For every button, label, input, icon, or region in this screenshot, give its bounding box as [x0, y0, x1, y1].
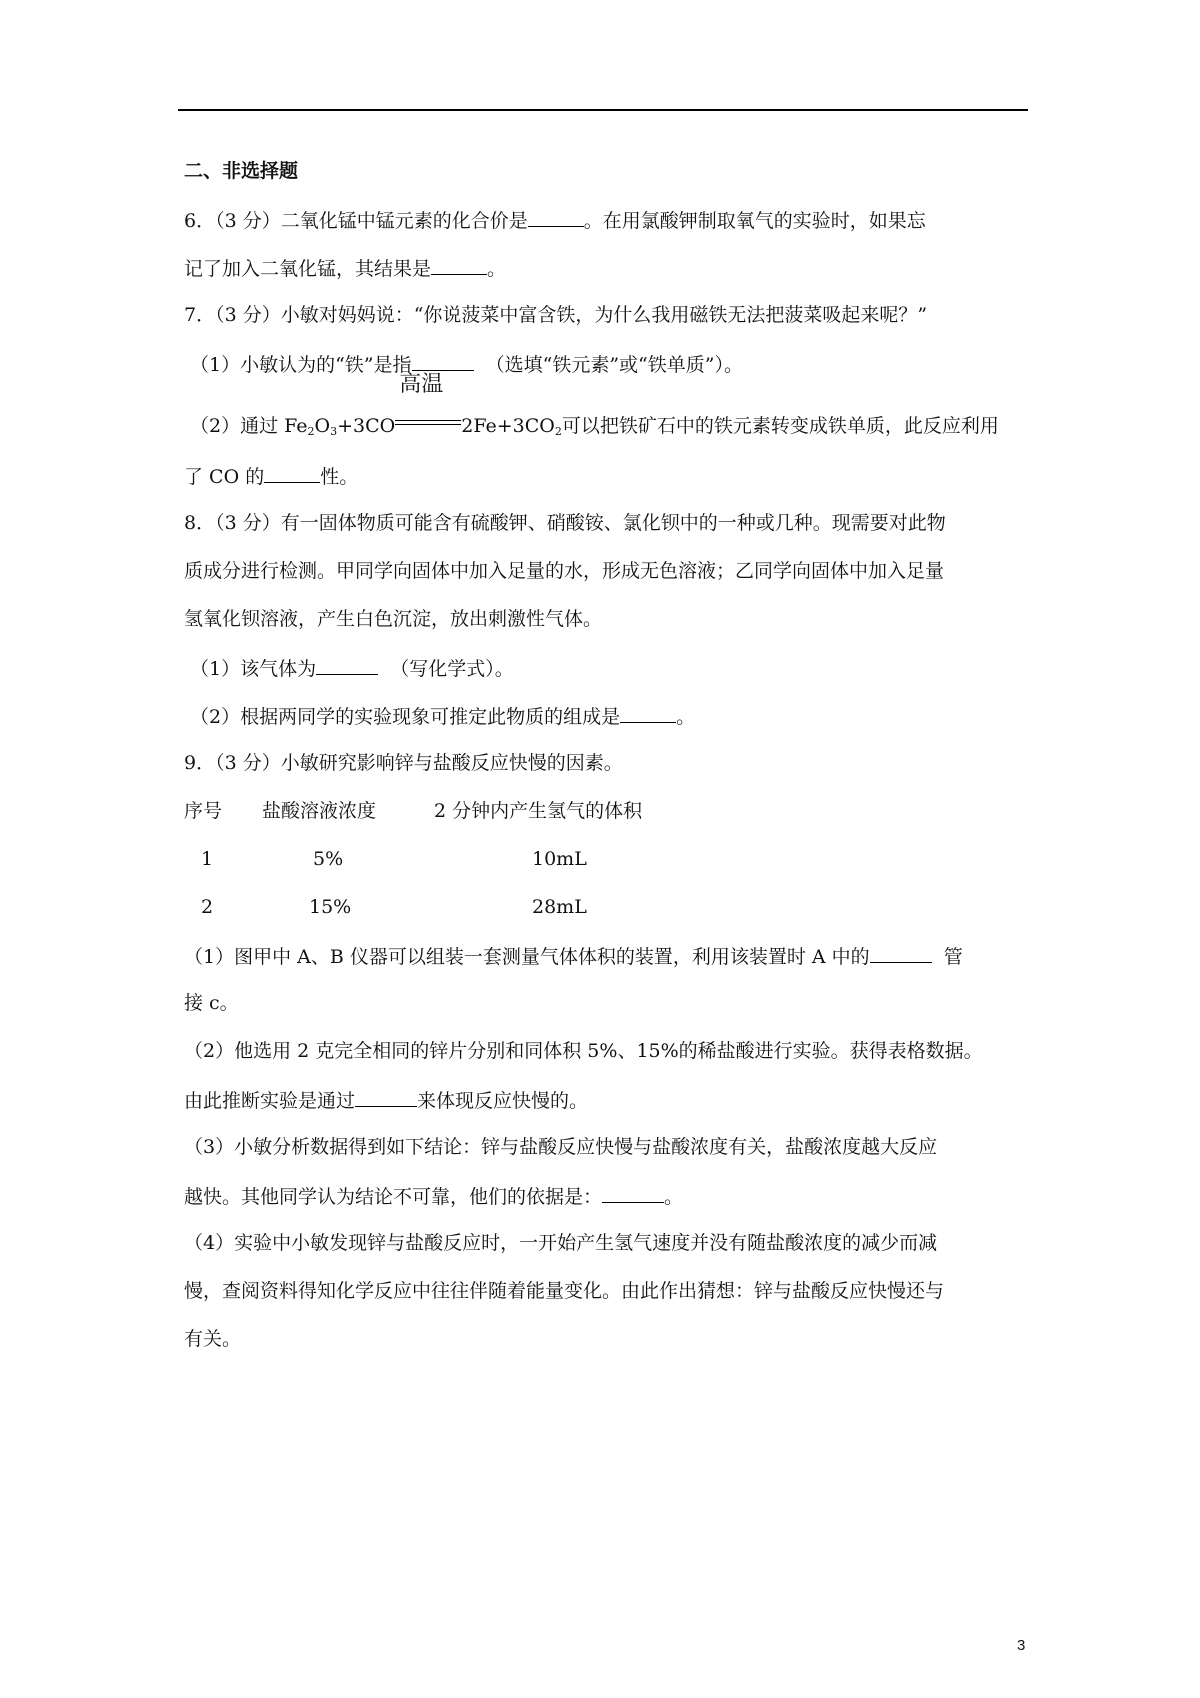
q8-p1-text-b: （写化学式）。 — [390, 658, 514, 680]
table-row-1-volume: 10mL — [532, 848, 587, 870]
q8-line-1: 8．（3 分）有一固体物质可能含有硫酸钾、硝酸铵、氯化钡中的一种或几种。现需要对此物 — [184, 512, 946, 534]
q6-line-2 — [184, 254, 506, 282]
q9-p2-text-c: 来体现反应快慢的。 — [417, 1090, 589, 1112]
q7-p2-text-d: 性。 — [320, 466, 359, 488]
q9-part-4-line-2: 慢，查阅资料得知化学反应中往往伴随着能量变化。由此作出猜想：锌与盐酸反应快慢还与 — [184, 1280, 945, 1302]
q9-blank-2 — [355, 1086, 417, 1107]
table-row-2-volume: 28mL — [532, 896, 587, 918]
q9-blank-1 — [870, 942, 932, 963]
q9-p2-text-b: 由此推断实验是通过 — [184, 1090, 356, 1112]
q9-part-4-line-3: 有关。 — [184, 1328, 242, 1350]
q7-p2-text-c: 了 CO 的 — [184, 466, 265, 488]
table-row-2-concentration: 15% — [309, 896, 352, 918]
q6-text-c: 记了加入二氧化锰，其结果是 — [184, 258, 432, 280]
q7-part-2 — [190, 372, 999, 445]
reaction-equals-sign — [395, 372, 461, 432]
q9-part-1 — [184, 942, 963, 970]
q8-part-1 — [190, 654, 514, 682]
q6-text-a: 6．（3 分）二氧化锰中锰元素的化合价是 — [184, 210, 528, 232]
q6-text-b: 。在用氯酸钾制取氧气的实验时，如果忘 — [583, 210, 926, 232]
header-rule — [178, 109, 1028, 111]
q7-p2-mid-3: 2Fe+3CO — [461, 415, 555, 437]
page-number: 3 — [1017, 1637, 1026, 1654]
q9-part-2-cont — [184, 1086, 588, 1114]
q7-part-2-cont — [184, 462, 358, 490]
table-row-1-index: 1 — [201, 848, 214, 870]
q9-part-1-cont: 接 c。 — [184, 992, 239, 1014]
q7-p2-sub-2: 3 — [330, 425, 338, 438]
q8-line-3: 氢氧化钡溶液，产生白色沉淀，放出刺激性气体。 — [184, 608, 603, 630]
q7-p2-mid-1: O — [314, 415, 331, 437]
table-header-index: 序号 — [184, 800, 223, 822]
q7-p1-text-a: （1）小敏认为的“铁”是指 — [190, 354, 412, 376]
q7-p2-sub-3: 2 — [554, 425, 562, 438]
q8-blank-1 — [316, 654, 378, 675]
q9-p3-text-c: 。 — [664, 1186, 684, 1208]
q9-part-4-line-1: （4）实验中小敏发现锌与盐酸反应时，一开始产生氢气速度并没有随盐酸浓度的减少而减 — [184, 1232, 938, 1254]
q7-p2-mid-2: +3CO — [337, 415, 396, 437]
q8-p2-text-b: 。 — [676, 706, 696, 728]
q9-blank-3 — [602, 1182, 664, 1203]
q8-p2-text-a: （2）根据两同学的实验现象可推定此物质的组成是 — [190, 706, 621, 728]
q7-p2-text-a: （2）通过 Fe — [190, 415, 308, 437]
table-row-2-index: 2 — [201, 896, 214, 918]
q8-line-2: 质成分进行检测。甲同学向固体中加入足量的水，形成无色溶液；乙同学向固体中加入足量 — [184, 560, 945, 582]
q6-blank-2 — [431, 254, 487, 275]
q7-stem: 7．（3 分）小敏对妈妈说：“你说菠菜中富含铁，为什么我用磁铁无法把菠菜吸起来呢？” — [184, 304, 928, 326]
q8-p1-text-a: （1）该气体为 — [190, 658, 317, 680]
q9-p1-text-b: 管 — [943, 946, 963, 968]
q7-part-1 — [190, 350, 743, 378]
table-header-concentration: 盐酸溶液浓度 — [262, 800, 377, 822]
reaction-condition: 高温 — [399, 372, 444, 397]
q7-blank-2 — [264, 462, 320, 483]
q7-blank-1 — [412, 350, 474, 371]
q9-part-2: （2）他选用 2 克完全相同的锌片分别和同体积 5%、15%的稀盐酸进行实验。获得表格数据。 — [184, 1040, 983, 1062]
q9-p3-text-b: 越快。其他同学认为结论不可靠，他们的依据是： — [184, 1186, 603, 1208]
q9-part-3-cont — [184, 1182, 683, 1210]
q9-stem: 9．（3 分）小敏研究影响锌与盐酸反应快慢的因素。 — [184, 752, 623, 774]
table-header-volume: 2 分钟内产生氢气的体积 — [434, 800, 643, 822]
q6-text-d: 。 — [487, 258, 507, 280]
q9-p1-text-a: （1）图甲中 A、B 仪器可以组装一套测量气体体积的装置，利用该装置时 A 中的 — [184, 946, 870, 968]
q7-p1-text-b: （选填“铁元素”或“铁单质”）。 — [485, 354, 743, 376]
q7-p2-sub-1: 2 — [307, 425, 315, 438]
q9-part-3: （3）小敏分析数据得到如下结论：锌与盐酸反应快慢与盐酸浓度有关，盐酸浓度越大反应 — [184, 1136, 938, 1158]
q8-part-2 — [190, 702, 695, 730]
q6-blank-1 — [528, 206, 584, 227]
section-title: 二、非选择题 — [184, 160, 299, 182]
q7-p2-text-b: 可以把铁矿石中的铁元素转变成铁单质，此反应利用 — [561, 415, 999, 437]
q6-line-1 — [184, 206, 926, 234]
q8-blank-2 — [620, 702, 676, 723]
table-row-1-concentration: 5% — [313, 848, 344, 870]
